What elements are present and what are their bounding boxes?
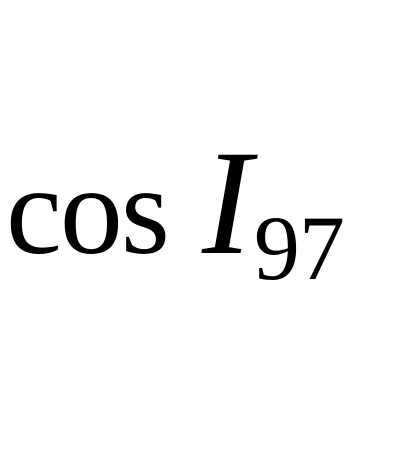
variable-subscript: 97 bbox=[253, 197, 344, 299]
cosine-function: cos bbox=[6, 142, 168, 281]
variable-symbol: I bbox=[201, 120, 252, 286]
math-expression bbox=[6, 120, 344, 299]
